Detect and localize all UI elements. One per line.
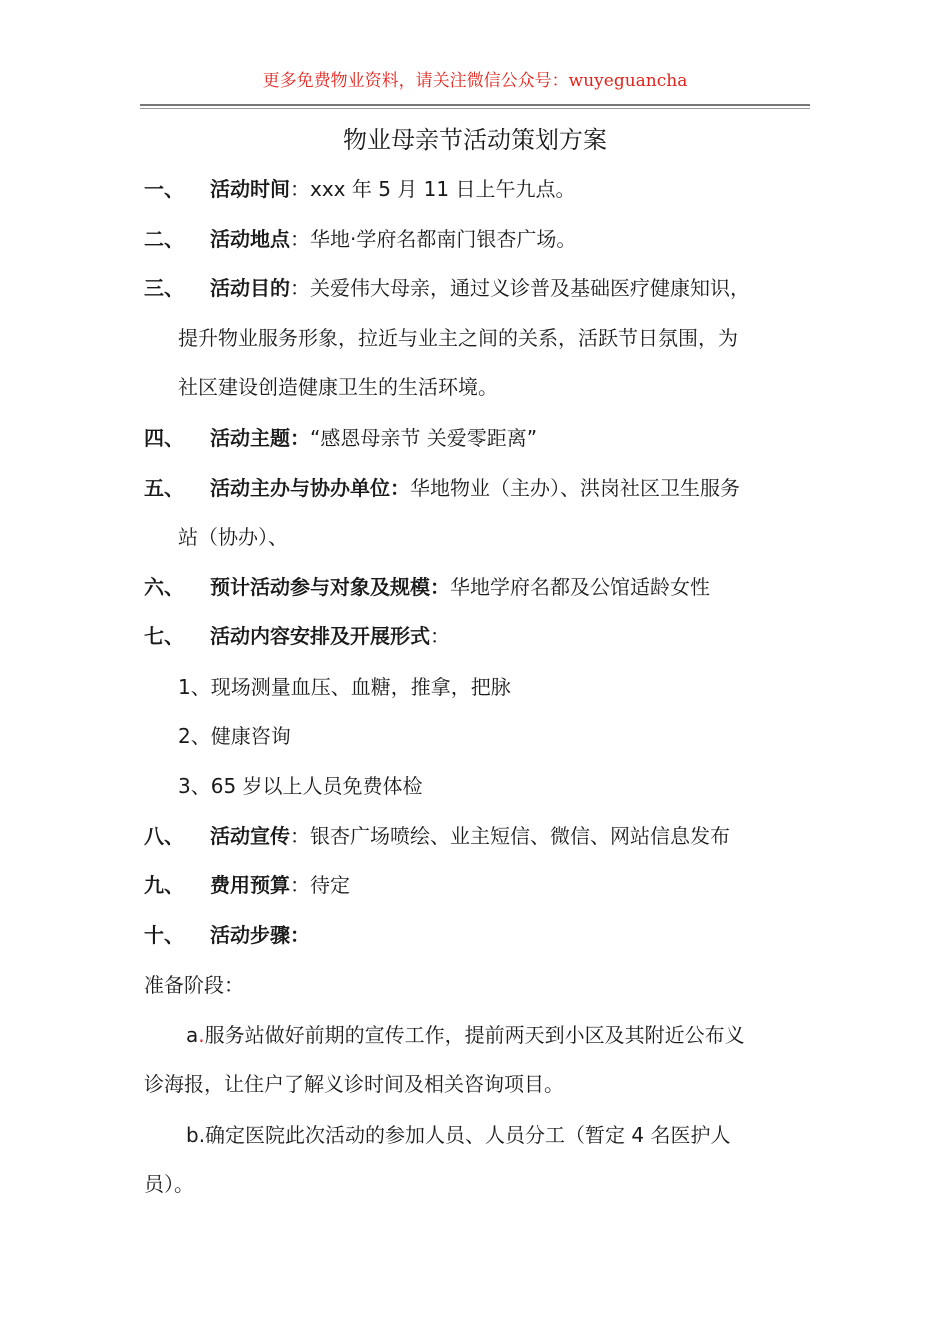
section-text: 华地物业（主办）、洪岗社区卫生服务 — [410, 476, 740, 500]
prep-item-a-letter: a — [186, 1023, 199, 1047]
section-5-continuation: 站（协办）、 — [178, 525, 288, 549]
header-divider — [140, 104, 810, 106]
section-label: 活动目的 — [210, 276, 290, 300]
section-label: 活动步骤： — [210, 923, 310, 947]
section-number: 五、 — [144, 476, 184, 500]
section-8 — [144, 822, 824, 850]
section-number: 八、 — [144, 824, 184, 848]
section-6 — [144, 573, 824, 601]
section-number: 十、 — [144, 923, 184, 947]
section-3-continuation: 提升物业服务形象，拉近与业主之间的关系，活跃节日氛围，为 — [178, 326, 738, 350]
section-3 — [144, 274, 824, 302]
section-number: 九、 — [144, 873, 184, 897]
section-separator: ： — [290, 276, 310, 300]
section-9 — [144, 871, 824, 899]
section-3-continuation: 社区建设创造健康卫生的生活环境。 — [178, 375, 498, 399]
section-label: 活动地点 — [210, 227, 290, 251]
section-text: “感恩母亲节 关爱零距离” — [310, 426, 538, 450]
section-separator: ： — [430, 624, 450, 648]
section-number: 一、 — [144, 177, 184, 201]
section-text: 华地·学府名都南门银杏广场。 — [310, 227, 577, 251]
section-10 — [144, 921, 824, 949]
section-7 — [144, 622, 824, 650]
section-separator: ： — [290, 824, 310, 848]
activity-item: 3、65 岁以上人员免费体检 — [178, 774, 423, 798]
section-label: 活动宣传 — [210, 824, 290, 848]
section-2 — [144, 225, 824, 253]
section-text: 华地学府名都及公馆适龄女性 — [450, 575, 710, 599]
section-label: 预计活动参与对象及规模： — [210, 575, 450, 599]
prep-item-b-continuation: 员）。 — [144, 1172, 194, 1196]
prep-item-a-dot: . — [198, 1023, 205, 1047]
section-label: 费用预算 — [210, 873, 290, 897]
section-text: 待定 — [310, 873, 350, 897]
section-separator: ： — [290, 227, 310, 251]
section-label: 活动内容安排及开展形式 — [210, 624, 430, 648]
section-text: 银杏广场喷绘、业主短信、微信、网站信息发布 — [310, 824, 730, 848]
section-number: 二、 — [144, 227, 184, 251]
section-label: 活动时间 — [210, 177, 290, 201]
section-text: xxx 年 5 月 11 日上午九点。 — [310, 177, 576, 201]
section-4 — [144, 424, 824, 452]
section-label: 活动主题： — [210, 426, 310, 450]
header-divider-thin — [140, 108, 810, 109]
section-number: 六、 — [144, 575, 184, 599]
section-number: 四、 — [144, 426, 184, 450]
section-number: 七、 — [144, 624, 184, 648]
section-text: 关爱伟大母亲，通过义诊普及基础医疗健康知识， — [310, 276, 750, 300]
header-promo-note: 更多免费物业资料，请关注微信公众号：wuyeguancha — [262, 71, 688, 91]
section-label: 活动主办与协办单位： — [210, 476, 410, 500]
prep-item-a-continuation: 诊海报，让住户了解义诊时间及相关咨询项目。 — [144, 1072, 564, 1096]
page-title: 物业母亲节活动策划方案 — [343, 126, 607, 154]
section-1 — [144, 175, 824, 203]
prep-heading: 准备阶段： — [144, 973, 244, 997]
prep-item-a-text: 服务站做好前期的宣传工作，提前两天到小区及其附近公布义 — [204, 1023, 745, 1047]
section-separator: ： — [290, 177, 310, 201]
prep-item-b: b.确定医院此次活动的参加人员、人员分工（暂定 4 名医护人 — [186, 1123, 731, 1147]
section-5 — [144, 474, 824, 502]
section-number: 三、 — [144, 276, 184, 300]
prep-item-a — [186, 1021, 866, 1049]
section-separator: ： — [290, 873, 310, 897]
activity-item: 2、健康咨询 — [178, 724, 291, 748]
activity-item: 1、现场测量血压、血糖，推拿，把脉 — [178, 675, 511, 699]
